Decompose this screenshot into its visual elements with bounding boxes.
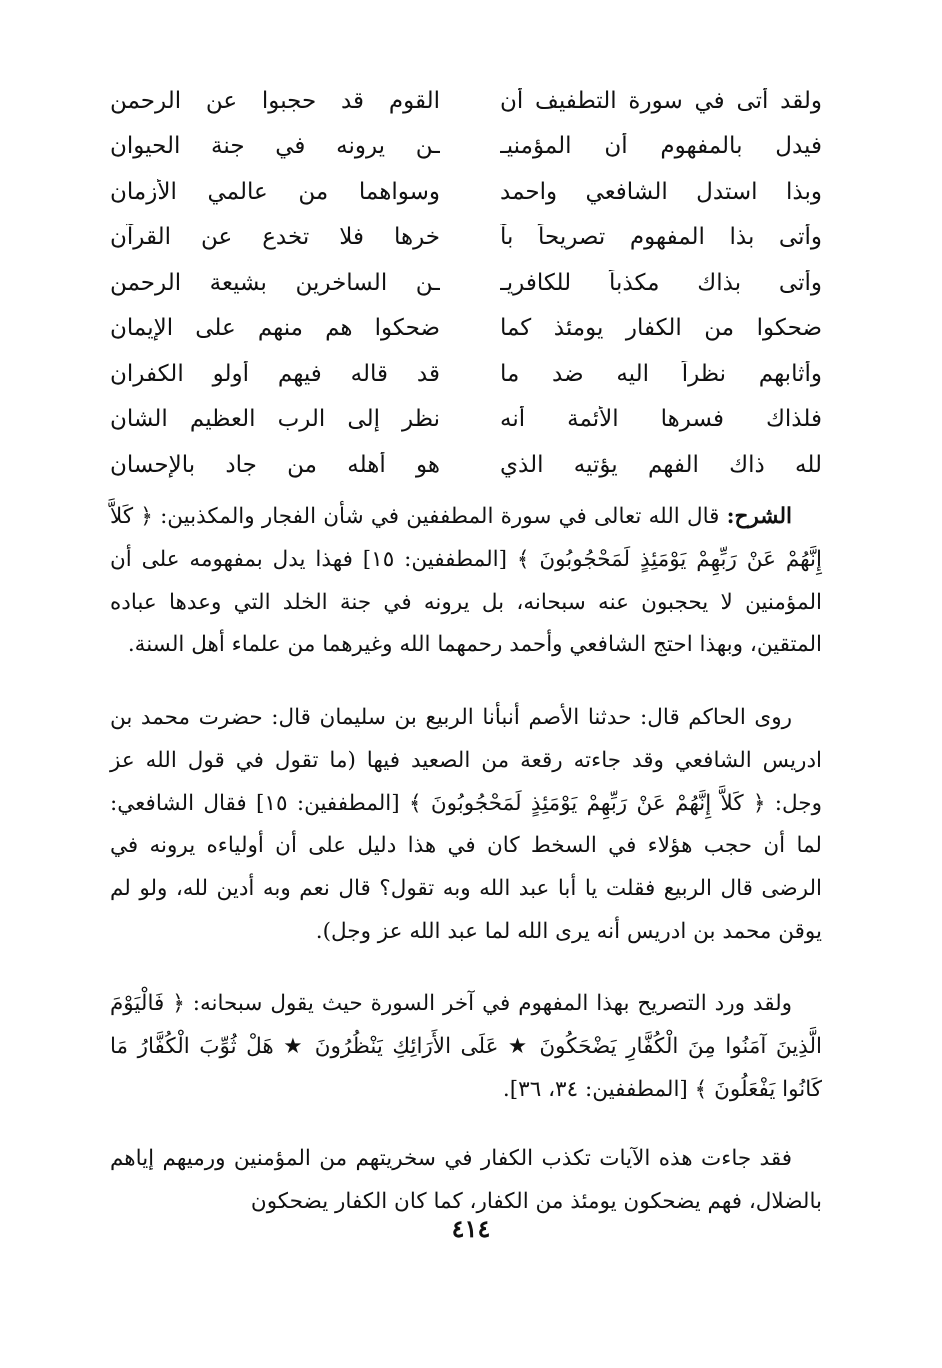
verse-first-hemistich: فيدل بالمفهوم أن المؤمنيـ [500,133,822,160]
verse-first-hemistich: لله ذاك الفهم يؤتيه الذي [500,451,822,478]
commentary-paragraph-2 [110,697,822,954]
commentary-paragraph-3 [110,983,822,1111]
commentary-text-1: قال الله تعالى في سورة المطففين في شأن الفجار والمكذبين: ﴿ كَلاَّ إِنَّهُمْ عَنْ رَبِّهِمْ يَوْمَئِذٍ لَمَحْجُوبُونَ ﴾ [المطففين: ١٥] فهذا يدل بمفهومه على أن المؤمنين لا يحجبون عنه سبحانه، بل يرونه في جنة الخلد التي وعدها عباده المتقين، وبهذا احتج الشافعي وأحمد رحمهما الله وغيرهما من علماء أهل السنة. [110,504,823,658]
verse-line [110,124,822,170]
verse-line [110,351,822,397]
verse-first-hemistich: فلذاك فسرها الأئمة أنه [500,406,822,433]
verse-second-hemistich: ـن الساخرين بشيعة الرحمن [110,269,440,296]
verse-line [110,397,822,443]
poem-verses [110,78,822,488]
verse-line [110,306,822,352]
commentary-text-4: فقد جاءت هذه الآيات تكذب الكفار في سخريتهم من المؤمنين ورميهم إياهم بالضلال، فهم يضحكون يومئذ من الكفار، كما كان الكفار يضحكون [110,1146,822,1214]
verse-second-hemistich: ـن يرونه في جنة الحيوان [110,133,440,160]
verse-second-hemistich: خرها فلا تخدع عن القرآن [110,224,440,251]
verse-first-hemistich: وأثابهم نظراً اليه ضد ما [500,360,822,387]
verse-first-hemistich: ولقد أتى في سورة التطفيف أن [500,87,822,114]
verse-line [110,442,822,488]
verse-second-hemistich: نظر إلى الرب العظيم الشان [110,406,440,433]
verse-first-hemistich: وبذا استدل الشافعي واحمد [500,178,822,205]
commentary-paragraph-1 [110,496,822,667]
verse-line [110,215,822,261]
verse-second-hemistich: قد قاله فيهم أولو الكفران [110,360,440,387]
verse-first-hemistich: وأتى بذاك مكذباً للكافريـ [500,269,822,296]
verse-second-hemistich: وسواهما من عالمي الأزمان [110,178,440,205]
verse-first-hemistich: ضحكوا من الكفار يومئذ كما [500,315,822,342]
page-number: ٤١٤ [451,1214,491,1243]
verse-second-hemistich: ضحكوا هم منهم على الإيمان [110,315,440,342]
verse-second-hemistich: القوم قد حجبوا عن الرحمن [110,87,440,114]
commentary-label: الشرح: [726,504,792,529]
verse-line [110,169,822,215]
verse-first-hemistich: وأتى بذا المفهوم تصريحاً بآ [500,224,822,251]
verse-second-hemistich: هو أهله من جاد بالإحسان [110,451,440,478]
verse-line [110,78,822,124]
commentary-text-3: ولقد ورد التصريح بهذا المفهوم في آخر السورة حيث يقول سبحانه: ﴿ فَالْيَوْمَ الَّذِينَ آمَنُوا مِنَ الْكُفَّارِ يَضْحَكُونَ ★ عَلَى الأَرَائِكِ يَنْظُرُونَ ★ هَلْ ثُوِّبَ الْكُفَّارُ مَا كَانُوا يَفْعَلُونَ ﴾ [المطففين: ٣٤، ٣٦]. [110,991,822,1102]
commentary-paragraph-4 [110,1138,822,1224]
verse-line [110,260,822,306]
commentary-text-2: روى الحاكم قال: حدثنا الأصم أنبأنا الربيع بن سليمان قال: حضرت محمد بن ادريس الشافعي وقد جاءته رقعة من الصعيد فيها (ما تقول في قول الله عز وجل: ﴿ كَلاَّ إِنَّهُمْ عَنْ رَبِّهِمْ يَوْمَئِذٍ لَمَحْجُوبُونَ ﴾ [المطففين: ١٥] فقال الشافعي: لما أن حجب هؤلاء في السخط كان في هذا دليل على أن أولياءه يرونه في الرضى قال الربيع فقلت يا أبا عبد الله وبه تقول؟ قال نعم وبه أدين لله، ولو لم يوقن محمد بن ادريس أنه يرى الله لما عبد الله عز وجل). [110,705,822,944]
